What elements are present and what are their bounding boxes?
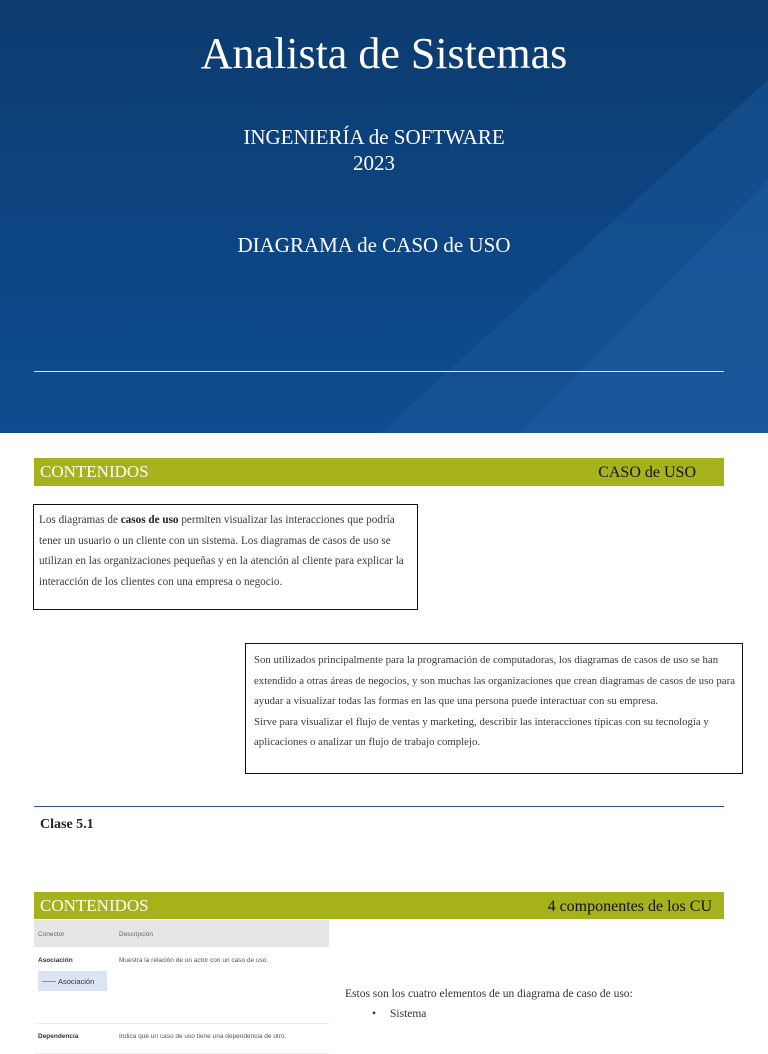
definition-text-post: permiten visualizar las interacciones que podría tener un usuario o un cliente con un sistema. Los diagramas de casos de uso se utilizan en las organizaciones pequeñas y en la atención al cliente para explicar la interacción de los clientes con una empresa o negocio. — [39, 514, 404, 588]
table-row — [34, 947, 329, 1024]
connector-description: Indica que un caso de uso tiene una dependencia de otro. — [119, 1033, 287, 1040]
connector-name: Dependencia — [38, 1033, 79, 1040]
connector-table — [34, 920, 329, 1040]
definition-text-box — [33, 504, 418, 610]
usage-text-box — [245, 643, 743, 774]
components-list — [372, 1006, 426, 1022]
bullet-icon: • — [372, 1008, 377, 1020]
connector-name: Asociación — [38, 957, 73, 964]
title-divider — [34, 371, 724, 372]
topic-title: DIAGRAMA de CASO de USO — [237, 233, 511, 257]
table-header — [34, 920, 329, 947]
list-item-label: Sistema — [390, 1008, 427, 1020]
section-title: CASO de USO — [598, 464, 696, 481]
col-header-description: Descripción — [119, 931, 153, 938]
year-label: 2023 — [353, 151, 395, 175]
title-slide — [0, 0, 768, 433]
usage-paragraph-2: Sirve para visualizar el flujo de ventas y marketing, describir las interacciones típicas con su tecnología y aplicaciones o analizar un flujo de trabajo complejo. — [254, 715, 709, 749]
connector-description: Muestra la relación de un actor con un caso de uso. — [119, 957, 269, 964]
components-section-title: 4 componentes de los CU — [547, 898, 712, 915]
presentation-title: Analista de Sistemas — [200, 29, 568, 78]
association-example — [38, 971, 107, 991]
contents-header-label-2: CONTENIDOS — [40, 896, 149, 915]
table-row — [34, 1023, 329, 1054]
association-example-label: Asociación — [58, 977, 95, 986]
contents-header-bar — [34, 458, 724, 486]
subject-title: INGENIERÍA de SOFTWARE — [243, 125, 505, 149]
usage-paragraph-1: Son utilizados principalmente para la programación de computadoras, los diagramas de casos de uso se han extendido a otras áreas de negocios, y son muchas las organizaciones que crean diagramas de casos de uso para ayudar a visualizar todas las formas en las que una persona puede interactuar con su empresa. — [254, 654, 735, 708]
col-header-connector: Conector — [38, 931, 65, 938]
definition-text-bold: casos de uso — [120, 514, 179, 526]
components-header-bar — [34, 892, 724, 919]
footer-divider — [34, 806, 724, 807]
association-line-icon — [42, 981, 56, 982]
contents-header-label: CONTENIDOS — [40, 462, 149, 481]
class-label: Clase 5.1 — [40, 817, 94, 832]
definition-text-pre: Los diagramas de — [39, 514, 121, 526]
list-item — [372, 1006, 426, 1022]
components-intro: Estos son los cuatro elementos de un diagrama de caso de uso: — [345, 988, 633, 1000]
